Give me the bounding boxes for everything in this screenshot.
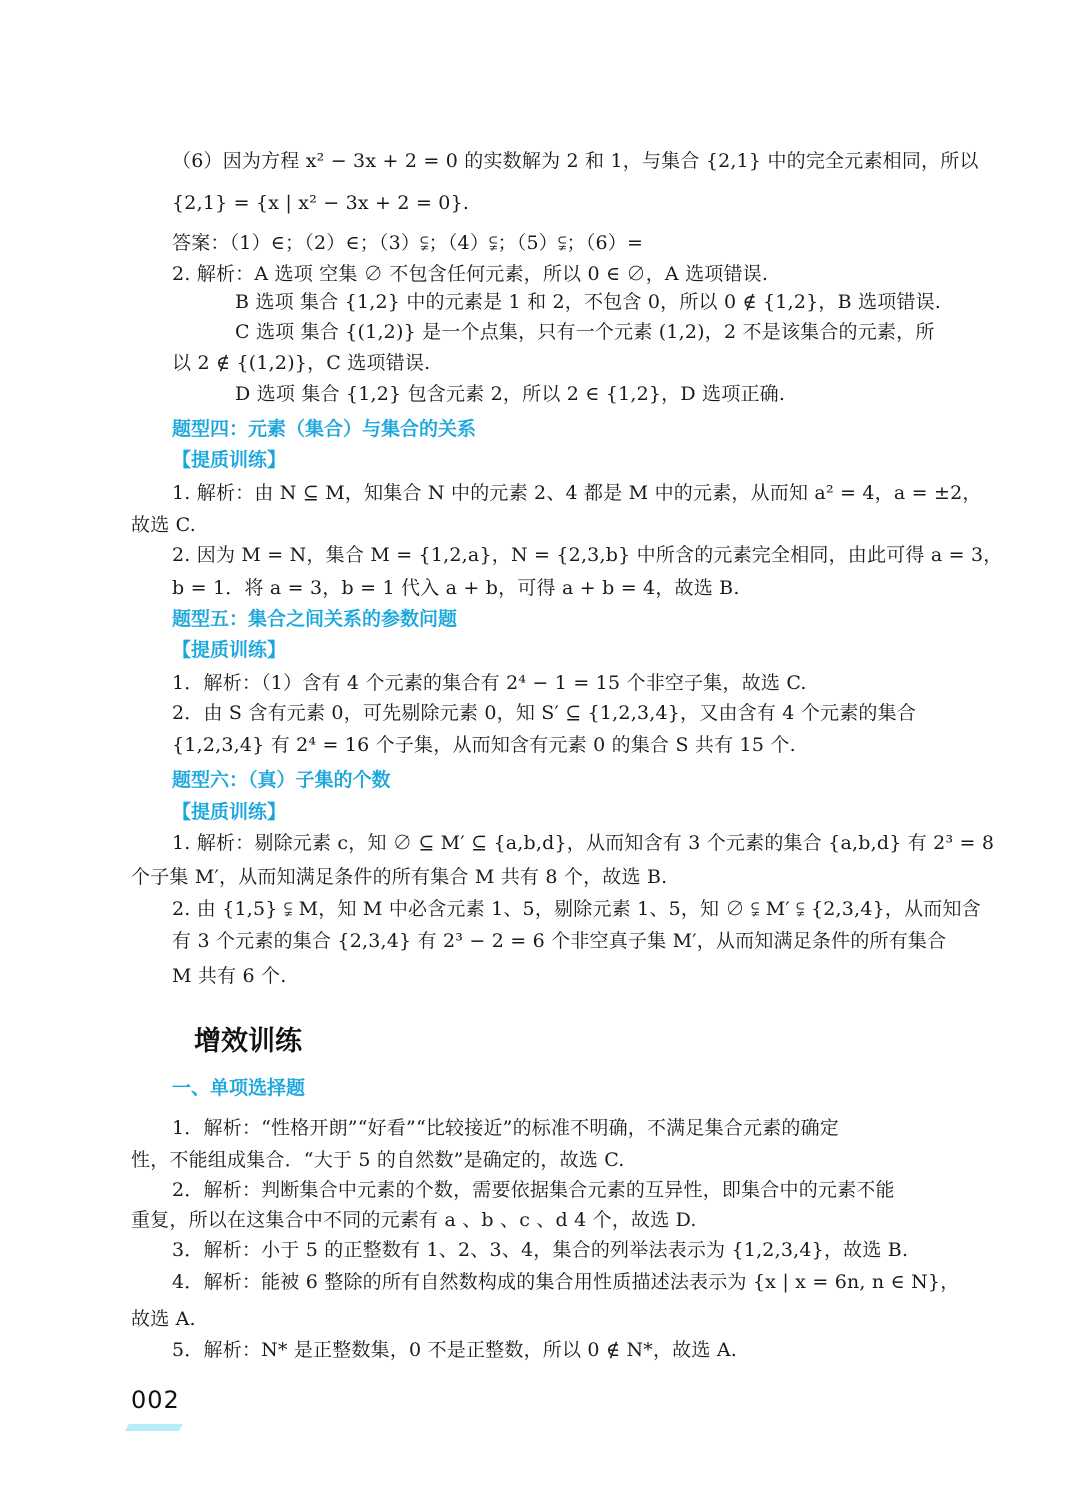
heading-training-1: 【提质训练】 [172,449,287,471]
choice-q2-line-2: 重复，所以在这集合中不同的元素有 a 、b 、c 、d 4 个，故选 D. [131,1209,697,1231]
choice-q4-line-2: 故选 A. [131,1308,196,1330]
type4-q2-line-2: b = 1．将 a = 3，b = 1 代入 a + b，可得 a + b = 4，故选 B. [172,577,740,599]
heading-training-2: 【提质训练】 [172,639,287,661]
page-number-bar [125,1424,183,1431]
choice-q4-line-1: 4．解析：能被 6 整除的所有自然数构成的集合用性质描述法表示为 {x | x = 6n, n ∈ N}， [172,1271,960,1293]
type6-q2-line-3: M 共有 6 个. [172,965,287,987]
page-number: 002 [131,1386,180,1414]
q2-option-b: B 选项 集合 {1,2} 中的元素是 1 和 2，不包含 0，所以 0 ∉ {1,2}，B 选项错误. [235,291,942,313]
type6-q1-line-1: 1. 解析：剔除元素 c，知 ∅ ⊆ M′ ⊆ {a,b,d}，从而知含有 3 个元素的集合 {a,b,d} 有 2³ = 8 [172,832,995,854]
type4-q1-line-1: 1. 解析：由 N ⊆ M，知集合 N 中的元素 2、4 都是 M 中的元素，从而知 a² = 4，a = ±2， [172,482,982,504]
choice-q2-line-1: 2．解析：判断集合中元素的个数，需要依据集合元素的互异性，即集合中的元素不能 [172,1179,895,1201]
heading-single-choice: 一、单项选择题 [172,1077,306,1099]
choice-q5: 5．解析：N* 是正整数集，0 不是正整数，所以 0 ∉ N*，故选 A. [172,1339,737,1361]
choice-q1-line-2: 性，不能组成集合．“大于 5 的自然数”是确定的，故选 C. [131,1149,625,1171]
heading-type-4: 题型四：元素（集合）与集合的关系 [172,418,477,440]
q2-option-c-2: 以 2 ∉ {(1,2)}，C 选项错误. [172,352,431,374]
type4-q1-line-2: 故选 C. [131,514,196,536]
heading-type-6: 题型六：（真）子集的个数 [172,769,391,791]
choice-q3: 3．解析：小于 5 的正整数有 1、2、3、4，集合的列举法表示为 {1,2,3,4}，故选 B. [172,1239,909,1261]
type6-q2-line-1: 2. 由 {1,5} ⫋ M，知 M 中必含元素 1、5，剔除元素 1、5，知 ∅ ⫋ M′ ⫋ {2,3,4}，从而知含 [172,898,981,920]
section-title: 增效训练 [194,1026,302,1057]
type5-q1: 1．解析：（1）含有 4 个元素的集合有 2⁴ − 1 = 15 个非空子集，故选 C. [172,672,807,694]
type4-q2-line-1: 2. 因为 M = N，集合 M = {1,2,a}，N = {2,3,b} 中所含的元素完全相同，由此可得 a = 3， [172,544,1003,566]
q2-option-c-1: C 选项 集合 {(1,2)} 是一个点集，只有一个元素 (1,2)，2 不是该集合的元素，所 [235,321,935,343]
type6-q1-line-2: 个子集 M′，从而知满足条件的所有集合 M 共有 8 个，故选 B. [131,866,668,888]
type6-q2-line-2: 有 3 个元素的集合 {2,3,4} 有 2³ − 2 = 6 个非空真子集 M′，从而知满足条件的所有集合 [172,930,947,952]
heading-training-3: 【提质训练】 [172,801,287,823]
q2-option-a: 2. 解析：A 选项 空集 ∅ 不包含任何元素，所以 0 ∈ ∅，A 选项错误. [172,263,769,285]
answer-line: 答案：（1）∈；（2）∈；（3）⫋；（4）⫋；（5）⫋；（6）= [172,232,644,254]
solution-6-line-2: {2,1} = {x | x² − 3x + 2 = 0}. [172,192,470,214]
type5-q2-line-2: {1,2,3,4} 有 2⁴ = 16 个子集，从而知含有元素 0 的集合 S 共有 15 个. [172,734,796,756]
q2-option-d: D 选项 集合 {1,2} 包含元素 2，所以 2 ∈ {1,2}，D 选项正确. [235,383,786,405]
heading-type-5: 题型五：集合之间关系的参数问题 [172,608,458,630]
choice-q1-line-1: 1．解析：“性格开朗”“好看”“比较接近”的标准不明确，不满足集合元素的确定 [172,1117,839,1139]
solution-6-line-1: （6）因为方程 x² − 3x + 2 = 0 的实数解为 2 和 1，与集合 {2,1} 中的完全元素相同，所以 [172,150,979,172]
type5-q2-line-1: 2．由 S 含有元素 0，可先剔除元素 0，知 S′ ⊆ {1,2,3,4}，又由含有 4 个元素的集合 [172,702,917,724]
